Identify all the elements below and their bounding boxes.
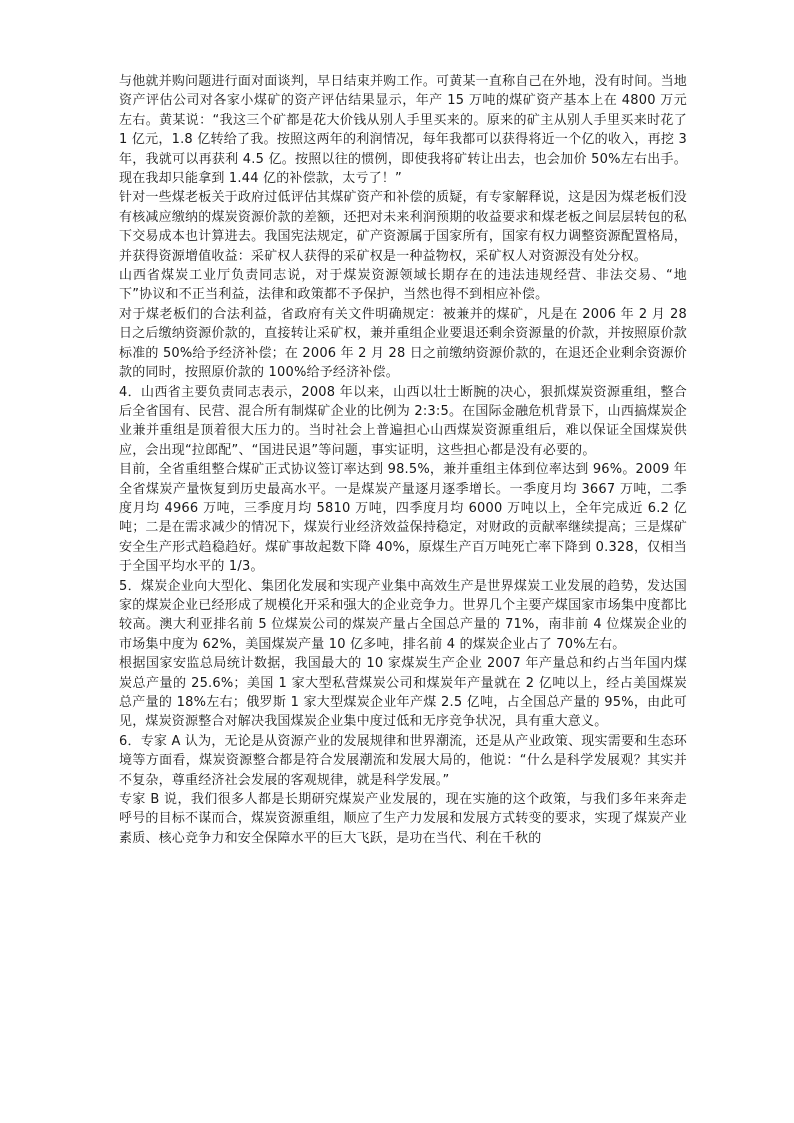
paragraph-expert-explanation: 针对一些煤老板关于政府过低评估其煤矿资产和补偿的质疑，有专家解释说，这是因为煤老板们没有核减应缴纳的煤炭资源价款的差额，还把对未来利润预期的收益要求和煤老板之间层层转包的私下交易成本也计算进去。我国宪法规定，矿产资源属于国家所有，国家有权力调整资源配置格局，并获得资源增值收益：采矿权人获得的采矿权是一种益物权，采矿权人对资源没有处分权。 — [119, 190, 687, 264]
paragraph-section-6-expert-a: 6．专家 A 认为，无论是从资源产业的发展规律和世界潮流，还是从产业政策、现实需要和生态环境等方面看，煤炭资源整合都是符合发展潮流和发展大局的，他说：“什么是科学发展观？其实并不复杂，尊重经济社会发展的客观规律，就是科学发展。” — [119, 733, 687, 788]
paragraph-section-5: 5．煤炭企业向大型化、集团化发展和实现产业集中高效生产是世界煤炭工业发展的趋势，发达国家的煤炭企业已经形成了规模化开采和强大的企业竞争力。世界几个主要产煤国家市场集中度都比较高。澳大利亚排名前 5 位煤炭公司的煤炭产量占全国总产量的 71%，南非前 4 位煤炭企业的市场集中度为 62%，美国煤炭产量 10 亿多吨，排名前 4 的煤炭企业占了 70%左右。 — [119, 578, 687, 652]
paragraph-legal-interests: 对于煤老板们的合法利益，省政府有关文件明确规定：被兼并的煤矿，凡是在 2006 年 2 月 28 日之后缴纳资源价款的，直接转让采矿权，兼并重组企业要退还剩余资源量的价款，并按照原价款标准的 50%给予经济补偿；在 2006 年 2 月 28 日之前缴纳资源价款的，在退还企业剩余资源价款的同时，按照原价款的 100%给予经济补偿。 — [119, 306, 687, 381]
paragraph-industry-concentration: 根据国家安监总局统计数据，我国最大的 10 家煤炭生产企业 2007 年产量总和约占当年国内煤炭总产量的 25.6%；美国 1 家大型私营煤炭公司和煤炭年产量就在 2 亿吨以上，经占美国煤炭总产量的 18%左右；俄罗斯 1 家大型煤炭企业年产煤 2.5 亿吨，占全国总产量的 95%，由此可见，煤炭资源整合对解决我国煤炭企业集中度过低和无序竞争状况，具有重大意义。 — [119, 656, 687, 730]
paragraph-section-4: 4．山西省主要负责同志表示，2008 年以来，山西以壮士断腕的决心，狠抓煤炭资源重组，整合后全省国有、民营、混合所有制煤矿企业的比例为 2:3:5。在国际金融危机背景下，山西搞煤炭企业兼并重组是顶着很大压力的。当时社会上普遍担心山西煤炭资源重组后，难以保证全国煤炭供应，会出现“拉郎配”、“国进民退”等问题，事实证明，这些担心都是没有必要的。 — [119, 384, 687, 458]
paragraph-coal-bureau-statement: 山西省煤炭工业厅负责同志说，对于煤炭资源领域长期存在的违法违规经营、非法交易、“地下”协议和不正当利益，法律和政策都不予保护，当然也得不到相应补偿。 — [119, 268, 687, 303]
paragraph-merger-negotiation: 与他就并购问题进行面对面谈判，早日结束并购工作。可黄某一直称自己在外地，没有时间。当地资产评估公司对各家小煤矿的资产评估结果显示，年产 15 万吨的煤矿资产基本上在 4800 万元左右。黄某说：“我这三个矿都是花大价钱从别人手里买来的。原来的矿主从别人手里买来时花了 1 亿元，1.8 亿转给了我。按照这两年的利润情况，每年我都可以获得将近一个亿的收入，再挖 3 年，我就可以再获利 4.5 亿。按照以往的惯例，即使我将矿转让出去，也会加价 50%左右出手。现在我却只能拿到 1.44 亿的补偿款，太亏了！” — [119, 74, 687, 187]
document-page — [119, 72, 687, 848]
paragraph-production-results: 目前，全省重组整合煤矿正式协议签订率达到 98.5%，兼并重组主体到位率达到 96%。2009 年全省煤炭产量恢复到历史最高水平。一是煤炭产量逐月逐季增长。一季度月均 3667 万吨，二季度月均 4966 万吨，三季度月均 5810 万吨，四季度月均 6000 万吨以上，全年完成近 6.2 亿吨；二是在需求减少的情况下，煤炭行业经济效益保持稳定，对财政的贡献率继续提高；三是煤矿安全生产形式趋稳趋好。煤矿事故起数下降 40%，原煤生产百万吨死亡率下降到 0.328，仅相当于全国平均水平的 1/3。 — [119, 462, 687, 575]
paragraph-expert-b: 专家 B 说，我们很多人都是长期研究煤炭产业发展的，现在实施的这个政策，与我们多年来奔走呼号的目标不谋而合，煤炭资源重组，顺应了生产力发展和发展方式转变的要求，实现了煤炭产业素质、核心竞争力和安全保障水平的巨大飞跃，是功在当代、利在千秋的 — [119, 792, 687, 846]
